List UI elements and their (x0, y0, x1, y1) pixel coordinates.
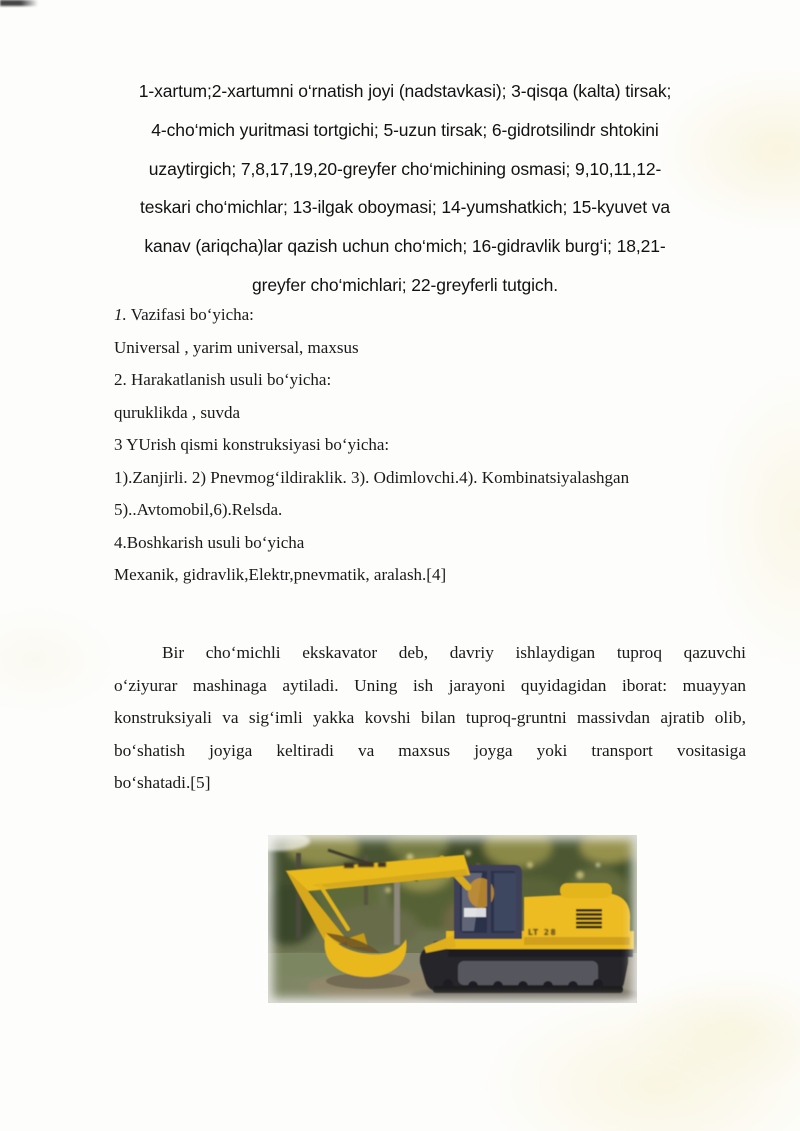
caption-line: 1-xartum;2-xartumni o‘rnatish joyi (nadstavkasi); 3-qisqa (kalta) tirsak; (138, 81, 672, 101)
excavator-photo (268, 835, 637, 1003)
figure-caption (60, 72, 750, 305)
classification-line: 4.Boshkarish usuli bo‘yicha (114, 532, 305, 552)
paragraph-line: Bir cho‘michli ekskavator deb, davriy ishlaydigan tuproq qazuvchi (162, 643, 746, 662)
classification-line: 5)..Avtomobil,6).Relsda. (114, 500, 283, 519)
machine-marking: LT 28 (528, 928, 558, 937)
classification-line: 2. Harakatlanish usuli bo‘yicha: (114, 370, 332, 389)
classification-line: 1).Zanjirli. 2) Pnevmog‘ildiraklik. 3). Odimlovchi.4). Kombinatsiyalashgan (114, 467, 630, 487)
item-text: Vazifasi bo‘yicha: (126, 305, 254, 324)
caption-line: greyfer cho‘michlari; 22-greyferli tutgich. (252, 274, 558, 295)
caption-line: kanav (ariqcha)lar qazish uchun cho‘mich; 16-gidravlik burg‘i; 18,21- (144, 236, 666, 257)
paragraph-line: konstruksiyali va sig‘imli yakka kovshi bilan tuproq-gruntni massivdan ajratib olib, (114, 708, 746, 728)
classification-line: Mexanik, gidravlik,Elektr,pnevmatik, aralash.[4] (114, 565, 447, 584)
caption-line: 4-cho‘mich yuritmasi tortgichi; 5-uzun tirsak; 6-gidrotsilindr shtokini (151, 119, 659, 140)
classification-list (114, 299, 754, 592)
body-paragraph (114, 637, 746, 800)
classification-line (114, 299, 754, 332)
paragraph-line: bo‘shatish joyiga keltiradi va maxsus joyga yoki transport vositasiga (114, 740, 746, 760)
excavator-cab (454, 865, 522, 939)
item-marker: 1. (114, 305, 127, 324)
classification-line: 3 YUrish qismi konstruksiyasi bo‘yicha: (114, 435, 390, 454)
classification-line: quruklikda , suvda (114, 402, 241, 422)
caption-line: uzaytirgich; 7,8,17,19,20-greyfer cho‘michining osmasi; 9,10,11,12- (148, 158, 662, 179)
scan-artifact (0, 0, 38, 6)
paragraph-line: o‘ziyurar mashinaga aytiladi. Uning ish jarayoni quyidagidan iborat: muayyan (114, 675, 746, 695)
classification-line: Universal , yarim universal, maxsus (114, 337, 359, 357)
paragraph-line: bo‘shatadi.[5] (114, 773, 211, 793)
caption-line: teskari cho‘michlar; 13-ilgak oboymasi; 14-yumshatkich; 15-kyuvet va (139, 197, 671, 218)
